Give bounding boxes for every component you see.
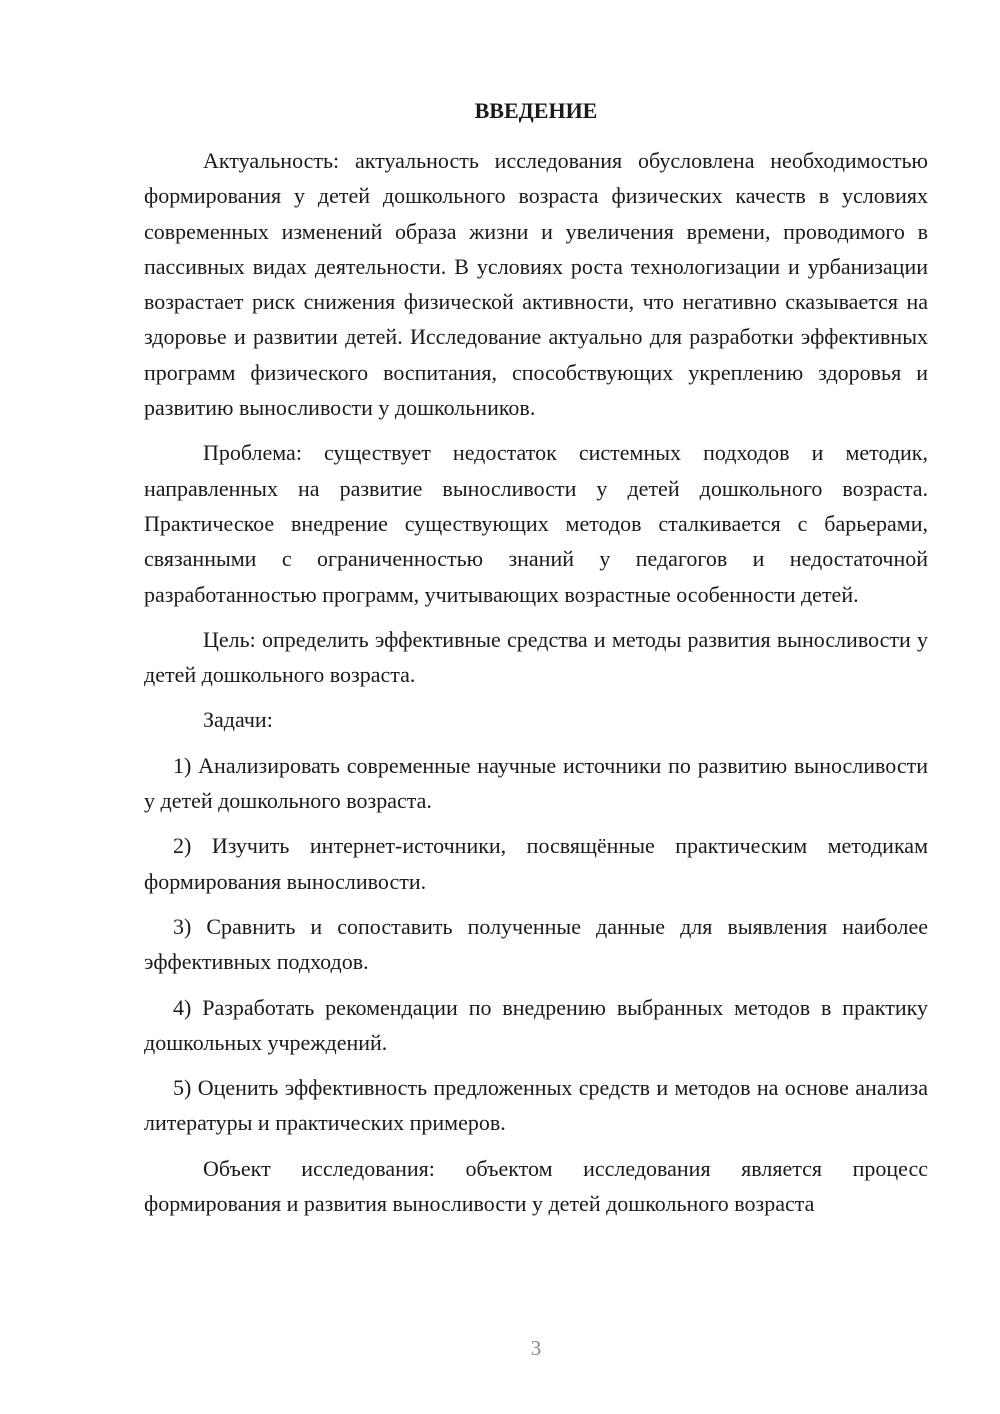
task-item-4: 4) Разработать рекомендации по внедрению выбранных методов в практику дошкольных учреждений. bbox=[144, 994, 928, 1055]
object-paragraph: Объект исследования: объектом исследования является процесс формирования и развития выносливости у детей дошкольного возраста bbox=[144, 1155, 928, 1217]
goal-paragraph: Цель: определить эффективные средства и методы развития выносливости у детей дошкольного возраста. bbox=[144, 626, 928, 688]
relevance-paragraph: Актуальность: актуальность исследования обусловлена необходимостью формирования у детей дошкольного возраста физических качеств в условиях современных изменений образа жизни и увеличения времени, проводимого в пассивных видах деятельности. В условиях роста технологизации и урбанизации возрастает риск снижения физической активности, что негативно сказывается на здоровье и развитии детей. Исследование актуально для разработки эффективных программ физического воспитания, способствующих укреплению здоровья и развитию выносливости у дошкольников. bbox=[144, 148, 928, 421]
task-item-1: 1) Анализировать современные научные источники по развитию выносливости у детей дошкольного возраста. bbox=[144, 752, 928, 814]
task-item-3: 3) Сравнить и сопоставить полученные данные для выявления наиболее эффективных подходов. bbox=[144, 913, 928, 975]
problem-paragraph: Проблема: существует недостаток системных подходов и методик, направленных на развитие выносливости у детей дошкольного возраста. Практическое внедрение существующих методов сталкивается с барьерами, связанными с ограниченностью знаний у педагогов и недостаточной разработанностью программ, учитывающих возрастные особенности детей. bbox=[144, 440, 928, 607]
task-item-5: 5) Оценить эффективность предложенных средств и методов на основе анализа литературы и практических примеров. bbox=[144, 1075, 928, 1136]
page-number: 3 bbox=[530, 1336, 542, 1360]
document-body bbox=[144, 143, 928, 1231]
task-item-2: 2) Изучить интернет-источники, посвящённые практическим методикам формирования выносливости. bbox=[144, 833, 928, 894]
tasks-label: Задачи: bbox=[203, 707, 273, 733]
page-title: ВВЕДЕНИЕ bbox=[474, 98, 598, 123]
